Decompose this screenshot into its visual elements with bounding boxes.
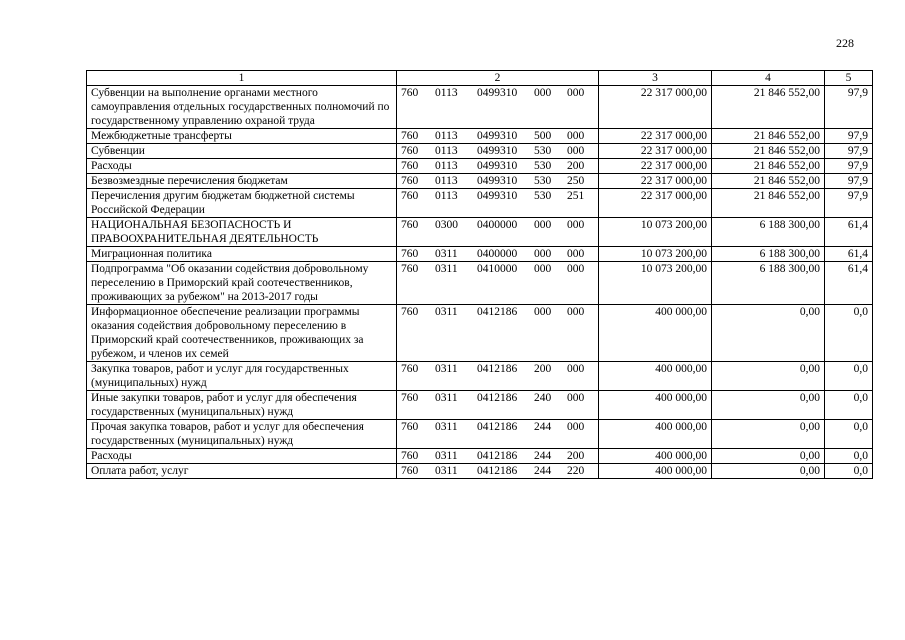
code-economic-class: 000	[567, 392, 585, 404]
code-ministry: 760	[401, 145, 419, 157]
row-actual-amount: 0,00	[712, 305, 825, 362]
row-codes	[397, 218, 599, 247]
code-target-article: 0412186	[477, 363, 518, 375]
row-name: Закупка товаров, работ и услуг для государственных (муниципальных) нужд	[87, 362, 397, 391]
row-plan-amount: 22 317 000,00	[599, 159, 712, 174]
row-plan-amount: 400 000,00	[599, 449, 712, 464]
table-row	[87, 449, 873, 464]
row-plan-amount: 400 000,00	[599, 420, 712, 449]
table-row	[87, 362, 873, 391]
row-actual-amount: 6 188 300,00	[712, 218, 825, 247]
row-actual-amount: 21 846 552,00	[712, 144, 825, 159]
table-row	[87, 144, 873, 159]
row-codes	[397, 362, 599, 391]
code-economic-class: 000	[567, 363, 585, 375]
table-row	[87, 262, 873, 305]
row-codes	[397, 420, 599, 449]
row-name: Субвенции на выполнение органами местного самоуправления отдельных государственных полномочий по государственному управлению охраной труда	[87, 86, 397, 129]
row-actual-amount: 21 846 552,00	[712, 174, 825, 189]
table-row	[87, 189, 873, 218]
row-codes	[397, 129, 599, 144]
row-codes	[397, 464, 599, 479]
row-name: НАЦИОНАЛЬНАЯ БЕЗОПАСНОСТЬ И ПРАВООХРАНИТЕЛЬНАЯ ДЕЯТЕЛЬНОСТЬ	[87, 218, 397, 247]
row-name: Прочая закупка товаров, работ и услуг для обеспечения государственных (муниципальных) нужд	[87, 420, 397, 449]
code-expense-type: 244	[534, 450, 552, 462]
row-plan-amount: 22 317 000,00	[599, 86, 712, 129]
row-name: Безвозмездные перечисления бюджетам	[87, 174, 397, 189]
code-economic-class: 220	[567, 465, 585, 477]
row-percent: 97,9	[825, 144, 873, 159]
code-target-article: 0499310	[477, 145, 518, 157]
code-economic-class: 000	[567, 87, 585, 99]
row-actual-amount: 6 188 300,00	[712, 262, 825, 305]
table-body	[87, 86, 873, 479]
row-name: Оплата работ, услуг	[87, 464, 397, 479]
row-actual-amount: 0,00	[712, 464, 825, 479]
code-expense-type: 200	[534, 363, 552, 375]
code-expense-type: 530	[534, 160, 552, 172]
code-section: 0113	[435, 175, 458, 187]
code-economic-class: 000	[567, 145, 585, 157]
code-section: 0311	[435, 421, 458, 433]
row-actual-amount: 6 188 300,00	[712, 247, 825, 262]
code-group	[401, 262, 594, 276]
code-target-article: 0412186	[477, 392, 518, 404]
code-target-article: 0400000	[477, 248, 518, 260]
column-header-percent: 5	[825, 71, 873, 86]
code-section: 0311	[435, 465, 458, 477]
row-plan-amount: 400 000,00	[599, 464, 712, 479]
row-percent: 0,0	[825, 305, 873, 362]
table-row	[87, 247, 873, 262]
row-name: Перечисления другим бюджетам бюджетной системы Российской Федерации	[87, 189, 397, 218]
table-row	[87, 174, 873, 189]
row-name: Иные закупки товаров, работ и услуг для обеспечения государственных (муниципальных) нужд	[87, 391, 397, 420]
code-expense-type: 530	[534, 190, 552, 202]
row-plan-amount: 10 073 200,00	[599, 262, 712, 305]
row-percent: 61,4	[825, 262, 873, 305]
code-economic-class: 000	[567, 306, 585, 318]
row-plan-amount: 22 317 000,00	[599, 129, 712, 144]
row-actual-amount: 21 846 552,00	[712, 86, 825, 129]
code-section: 0300	[435, 219, 458, 231]
code-section: 0311	[435, 306, 458, 318]
code-expense-type: 000	[534, 248, 552, 260]
row-actual-amount: 21 846 552,00	[712, 159, 825, 174]
table-row	[87, 129, 873, 144]
code-ministry: 760	[401, 392, 419, 404]
row-percent: 97,9	[825, 86, 873, 129]
code-group	[401, 464, 594, 478]
code-ministry: 760	[401, 190, 419, 202]
code-group	[401, 159, 594, 173]
code-target-article: 0400000	[477, 219, 518, 231]
code-group	[401, 247, 594, 261]
row-percent: 61,4	[825, 247, 873, 262]
code-target-article: 0410000	[477, 263, 518, 275]
code-group	[401, 391, 594, 405]
row-actual-amount: 21 846 552,00	[712, 189, 825, 218]
code-section: 0113	[435, 160, 458, 172]
column-header-fact: 4	[712, 71, 825, 86]
code-group	[401, 305, 594, 319]
code-economic-class: 000	[567, 421, 585, 433]
code-economic-class: 250	[567, 175, 585, 187]
row-plan-amount: 10 073 200,00	[599, 247, 712, 262]
column-header-name: 1	[87, 71, 397, 86]
row-codes	[397, 159, 599, 174]
code-group	[401, 218, 594, 232]
row-plan-amount: 22 317 000,00	[599, 174, 712, 189]
row-codes	[397, 174, 599, 189]
code-expense-type: 240	[534, 392, 552, 404]
row-plan-amount: 22 317 000,00	[599, 144, 712, 159]
row-plan-amount: 400 000,00	[599, 362, 712, 391]
code-ministry: 760	[401, 306, 419, 318]
code-target-article: 0499310	[477, 130, 518, 142]
row-name: Информационное обеспечение реализации программы оказания содействия добровольному переселению в Приморский край соотечественников, проживающих за рубежом, и членов их семей	[87, 305, 397, 362]
code-target-article: 0412186	[477, 450, 518, 462]
code-economic-class: 000	[567, 219, 585, 231]
code-section: 0311	[435, 248, 458, 260]
code-group	[401, 449, 594, 463]
row-codes	[397, 247, 599, 262]
code-expense-type: 000	[534, 306, 552, 318]
row-plan-amount: 22 317 000,00	[599, 189, 712, 218]
code-section: 0113	[435, 145, 458, 157]
code-group	[401, 189, 594, 203]
code-ministry: 760	[401, 87, 419, 99]
code-group	[401, 86, 594, 100]
table-row	[87, 218, 873, 247]
row-actual-amount: 0,00	[712, 362, 825, 391]
code-group	[401, 144, 594, 158]
table-header-row	[87, 71, 873, 86]
code-expense-type: 244	[534, 421, 552, 433]
row-codes	[397, 189, 599, 218]
row-name: Подпрограмма "Об оказании содействия добровольному переселению в Приморский край соотечественников, проживающих за рубежом" на 2013-2017 годы	[87, 262, 397, 305]
code-ministry: 760	[401, 175, 419, 187]
code-section: 0311	[435, 263, 458, 275]
code-economic-class: 000	[567, 248, 585, 260]
row-percent: 97,9	[825, 174, 873, 189]
code-economic-class: 200	[567, 160, 585, 172]
row-percent: 97,9	[825, 159, 873, 174]
code-expense-type: 000	[534, 87, 552, 99]
row-codes	[397, 391, 599, 420]
table-row	[87, 305, 873, 362]
code-expense-type: 244	[534, 465, 552, 477]
row-codes	[397, 86, 599, 129]
code-ministry: 760	[401, 450, 419, 462]
code-expense-type: 000	[534, 263, 552, 275]
row-percent: 0,0	[825, 464, 873, 479]
code-target-article: 0412186	[477, 306, 518, 318]
row-actual-amount: 0,00	[712, 420, 825, 449]
code-expense-type: 000	[534, 219, 552, 231]
table-row	[87, 391, 873, 420]
row-name: Расходы	[87, 449, 397, 464]
code-ministry: 760	[401, 363, 419, 375]
code-ministry: 760	[401, 248, 419, 260]
row-percent: 61,4	[825, 218, 873, 247]
code-expense-type: 500	[534, 130, 552, 142]
row-percent: 0,0	[825, 420, 873, 449]
code-ministry: 760	[401, 263, 419, 275]
page-number: 228	[836, 36, 854, 50]
row-percent: 0,0	[825, 362, 873, 391]
code-expense-type: 530	[534, 175, 552, 187]
column-header-codes: 2	[397, 71, 599, 86]
table-row	[87, 159, 873, 174]
row-name: Межбюджетные трансферты	[87, 129, 397, 144]
code-section: 0311	[435, 363, 458, 375]
row-name: Миграционная политика	[87, 247, 397, 262]
code-economic-class: 251	[567, 190, 585, 202]
table-row	[87, 464, 873, 479]
code-economic-class: 200	[567, 450, 585, 462]
code-ministry: 760	[401, 219, 419, 231]
code-target-article: 0499310	[477, 160, 518, 172]
code-ministry: 760	[401, 160, 419, 172]
code-target-article: 0499310	[477, 87, 518, 99]
row-codes	[397, 305, 599, 362]
code-section: 0113	[435, 190, 458, 202]
row-actual-amount: 0,00	[712, 391, 825, 420]
code-group	[401, 129, 594, 143]
code-ministry: 760	[401, 465, 419, 477]
table-row	[87, 420, 873, 449]
row-percent: 97,9	[825, 129, 873, 144]
code-ministry: 760	[401, 421, 419, 433]
row-plan-amount: 400 000,00	[599, 305, 712, 362]
code-target-article: 0499310	[477, 190, 518, 202]
row-percent: 0,0	[825, 449, 873, 464]
row-name: Субвенции	[87, 144, 397, 159]
row-codes	[397, 144, 599, 159]
row-codes	[397, 262, 599, 305]
code-group	[401, 174, 594, 188]
code-section: 0113	[435, 130, 458, 142]
code-target-article: 0412186	[477, 465, 518, 477]
code-target-article: 0412186	[477, 421, 518, 433]
row-codes	[397, 449, 599, 464]
table-row	[87, 86, 873, 129]
code-section: 0311	[435, 392, 458, 404]
code-economic-class: 000	[567, 263, 585, 275]
row-plan-amount: 10 073 200,00	[599, 218, 712, 247]
row-actual-amount: 0,00	[712, 449, 825, 464]
row-percent: 0,0	[825, 391, 873, 420]
row-name: Расходы	[87, 159, 397, 174]
code-ministry: 760	[401, 130, 419, 142]
code-target-article: 0499310	[477, 175, 518, 187]
code-group	[401, 420, 594, 434]
code-section: 0311	[435, 450, 458, 462]
row-actual-amount: 21 846 552,00	[712, 129, 825, 144]
budget-table	[86, 70, 873, 479]
code-section: 0113	[435, 87, 458, 99]
code-group	[401, 362, 594, 376]
code-economic-class: 000	[567, 130, 585, 142]
row-percent: 97,9	[825, 189, 873, 218]
column-header-plan: 3	[599, 71, 712, 86]
row-plan-amount: 400 000,00	[599, 391, 712, 420]
code-expense-type: 530	[534, 145, 552, 157]
